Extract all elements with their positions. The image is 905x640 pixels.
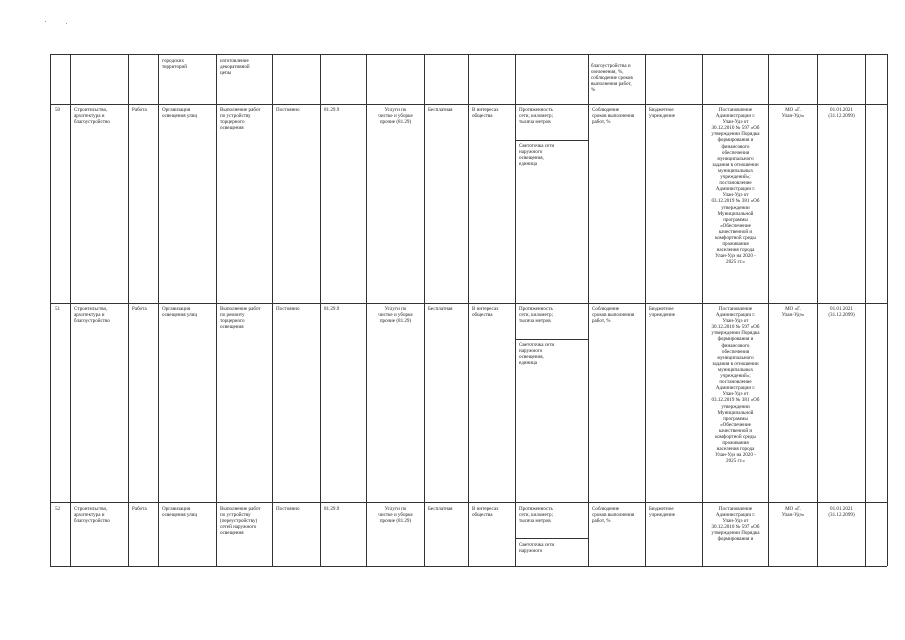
frequency-cell: Постоянно [276, 107, 300, 113]
okved-code-cell: 81.29.9 [324, 107, 340, 113]
sphere-cell: Строительство, архитектура и благоустройство [74, 506, 110, 525]
volume-indicator-length: Протяженность сети, километр; тысяча метров [519, 306, 554, 325]
founder-cell: МО «Г. Улан-Удэ» [781, 506, 805, 519]
institution-type-cell: Бюджетное учреждение [649, 506, 676, 519]
volume-indicator-lightpoint: Светоточка сети наружного [519, 542, 555, 555]
consumers-cell: В интересах общества [472, 506, 499, 519]
volume-indicator-lightpoint: Светоточка сети наружного освещения, единица [519, 143, 555, 168]
column-divider [515, 54, 516, 566]
dates-cell: 01.01.2021 (31.12.2099) [828, 107, 855, 120]
founder-cell: МО «Г. Улан-Удэ» [781, 306, 805, 319]
column-divider [645, 54, 646, 566]
volume-indicator-length: Протяженность сети, километр; тысяча метров [519, 107, 554, 126]
column-divider [320, 54, 321, 566]
row-number: 52 [55, 506, 61, 512]
column-divider [887, 54, 888, 566]
founder-cell: МО «Г. Улан-Удэ» [781, 107, 805, 120]
legal-basis-cell: Постановление Администрации г. Улан-Удэ от 30.12.2010 № 597 «Об утверждении Порядка формирования и [711, 506, 760, 543]
column-divider [70, 54, 71, 566]
type-cell: Работа [132, 107, 147, 113]
payment-cell: Бесплатная [428, 306, 453, 312]
volume-subcell-divider [515, 339, 588, 340]
okved-name-cell: Услуги по чистке и уборке прочие (81.29) [378, 506, 413, 525]
sphere-cell: Строительство, архитектура и благоустройство [74, 306, 110, 325]
consumers-cell: В интересах общества [472, 107, 499, 120]
service-name-cell: Организация освещения улиц [162, 107, 198, 120]
type-cell: Работа [132, 306, 147, 312]
column-divider [588, 54, 589, 566]
okved-code-cell: 81.29.9 [324, 506, 340, 512]
column-divider [50, 54, 51, 566]
column-divider [865, 54, 866, 566]
column-divider [424, 54, 425, 566]
institution-type-cell: Бюджетное учреждение [649, 306, 676, 319]
institution-type-cell: Бюджетное учреждение [649, 107, 676, 120]
legal-basis-cell: Постановление Администрации г. Улан-Удэ от 30.12.2010 № 597 «Об утверждении Порядка формирования и финансового обеспечения муниципального задания в отношении муниципальных учреждений»; постановление Администрации г. Улан-Удэ от 03.12.2019 № 381 «Об утверждении Муниципальной программы «Обеспечение качественной и комфортной среды проживания населения города Улан-Удэ на 2020 - 2025 гг.» [711, 107, 760, 266]
volume-subcell-divider [515, 140, 588, 141]
consumers-cell: В интересах общества [472, 306, 499, 319]
quality-indicator-cell: Соблюдение сроков выполнения работ, % [592, 107, 635, 126]
frequency-cell: Постоянно [276, 306, 300, 312]
scan-speck [45, 21, 46, 22]
payment-cell: Бесплатная [428, 107, 453, 113]
service-name-cell: Организация освещения улиц [162, 506, 198, 519]
quality-indicator-cell: Соблюдение сроков выполнения работ, % [592, 306, 635, 325]
okved-name-cell: Услуги по чистке и уборке прочие (81.29) [378, 306, 413, 325]
content-cell: Выполнение работ по устройству (переустройству) сетей наружного освещения [220, 506, 261, 537]
dates-cell: 01.01.2021 (31.12.2099) [828, 306, 855, 319]
column-divider [128, 54, 129, 566]
service-name-cell: Организация освещения улиц [162, 306, 198, 319]
legal-basis-cell: Постановление Администрации г. Улан-Удэ от 30.12.2010 № 597 «Об утверждении Порядка формирования и финансового обеспечения муниципального задания в отношении муниципальных учреждений»; постановление Администрации г. Улан-Удэ от 03.12.2019 № 381 «Об утверждении Муниципальной программы «Обеспечение качественной и комфортной среды проживания населения города Улан-Удэ на 2020 - 2025 гг.» [711, 306, 760, 465]
type-cell: Работа [132, 506, 147, 512]
fragment-work-cell: изготовление декоративной цепы [220, 58, 250, 77]
fragment-indicator-cell: благоустройства и озеленения, %, соблюдение сроков выполнения работ, % [591, 63, 633, 94]
column-divider [158, 54, 159, 566]
okved-code-cell: 81.29.9 [324, 306, 340, 312]
volume-indicator-length: Протяженность сети, километр; тысяча метров [519, 506, 554, 525]
column-divider [216, 54, 217, 566]
dates-cell: 01.01.2021 (31.12.2099) [828, 506, 855, 519]
okved-name-cell: Услуги по чистке и уборке прочие (81.29) [378, 107, 413, 126]
quality-indicator-cell: Соблюдение сроков выполнения работ, % [592, 506, 635, 525]
row-number: 50 [55, 107, 61, 113]
column-divider [272, 54, 273, 566]
scan-speck [66, 23, 67, 24]
volume-subcell-divider [515, 538, 588, 539]
sphere-cell: Строительство, архитектура и благоустройство [74, 107, 110, 126]
payment-cell: Бесплатная [428, 506, 453, 512]
content-cell: Выполнение работ по ремонту торцерного освещения [220, 306, 261, 331]
content-cell: Выполнение работ по устройству торцерного освещения [220, 107, 261, 132]
fragment-area-cell: городских территорий [162, 58, 188, 71]
frequency-cell: Постоянно [276, 506, 300, 512]
volume-indicator-lightpoint: Светоточка сети наружного освещения, единица [519, 342, 555, 367]
row-number: 51 [55, 306, 61, 312]
column-divider [468, 54, 469, 566]
table-bottom-border [50, 566, 887, 567]
